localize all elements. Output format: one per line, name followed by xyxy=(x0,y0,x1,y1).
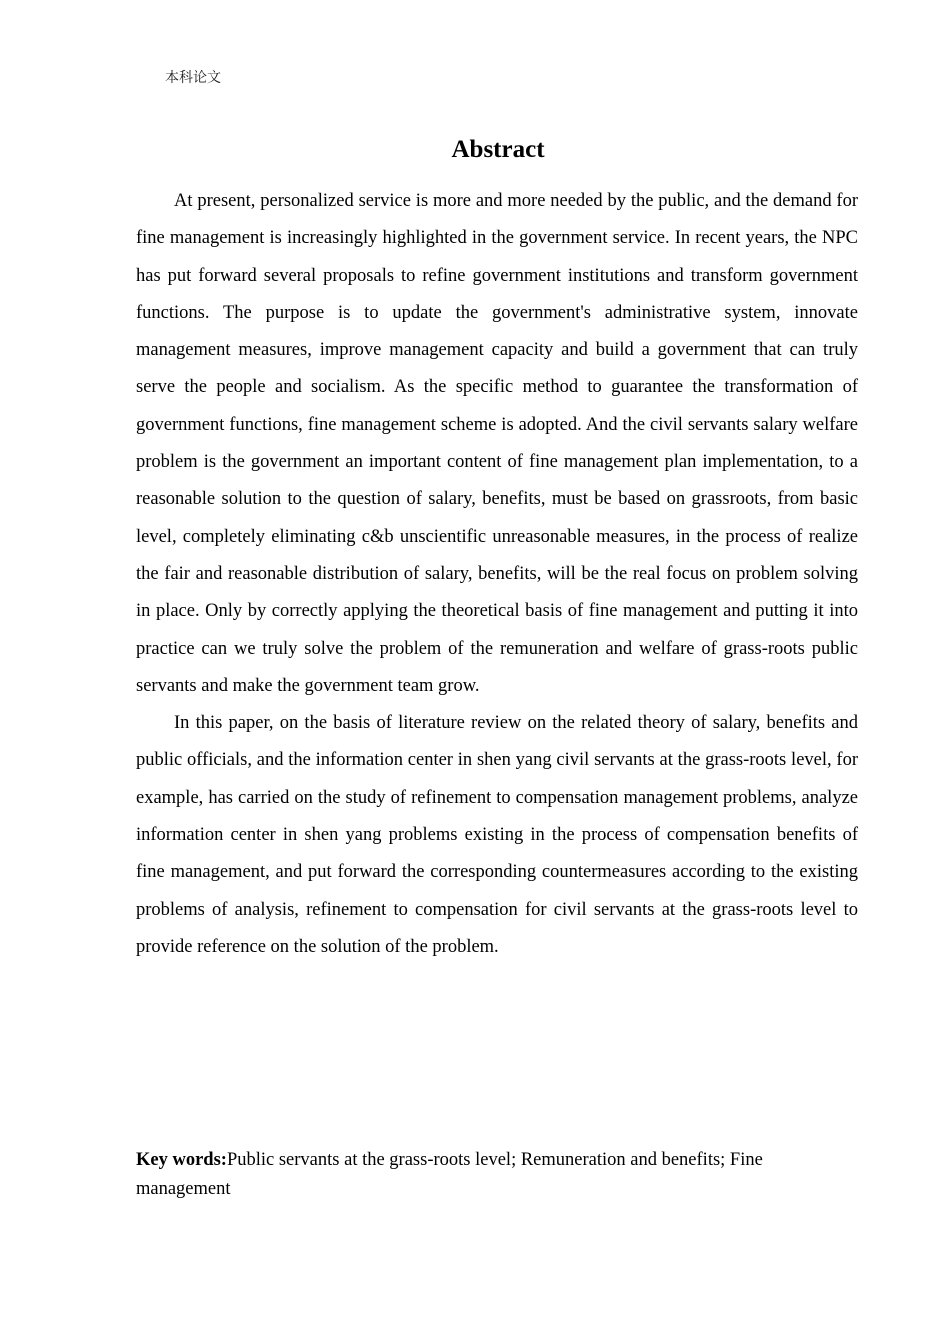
keywords-text: Public servants at the grass-roots level; Remuneration and benefits; Fine management xyxy=(136,1150,763,1199)
keywords-section xyxy=(136,1146,858,1203)
abstract-body xyxy=(136,183,858,966)
abstract-paragraph-1: At present, personalized service is more and more needed by the public, and the demand for fine management is increasingly highlighted in the government service. In recent years, the NPC has put forward several proposals to refine government institutions and transform government functions. The purpose is to update the government's administrative system, innovate management measures, improve management capacity and build a government that can truly serve the people and socialism. As the specific method to guarantee the transformation of government functions, fine management scheme is adopted. And the civil servants salary welfare problem is the government an important content of fine management plan implementation, to a reasonable solution to the question of salary, benefits, must be based on grassroots, from basic level, completely eliminating c&b unscientific unreasonable measures, in the process of realize the fair and reasonable distribution of salary, benefits, will be the real focus on problem solving in place. Only by correctly applying the theoretical basis of fine management and putting it into practice can we truly solve the problem of the remuneration and welfare of grass-roots public servants and make the government team grow. xyxy=(136,191,858,696)
running-header: 本科论文 xyxy=(165,70,221,86)
abstract-paragraph-2: In this paper, on the basis of literature review on the related theory of salary, benefits and public officials, and the information center in shen yang civil servants at the grass-roots level, for example, has carried on the study of refinement to compensation management problems, analyze information center in shen yang problems existing in the process of compensation benefits of fine management, and put forward the corresponding countermeasures according to the existing problems of analysis, refinement to compensation for civil servants at the grass-roots level to provide reference on the solution of the problem. xyxy=(136,713,858,957)
keywords-label: Key words: xyxy=(136,1150,227,1170)
abstract-title: Abstract xyxy=(451,136,545,163)
